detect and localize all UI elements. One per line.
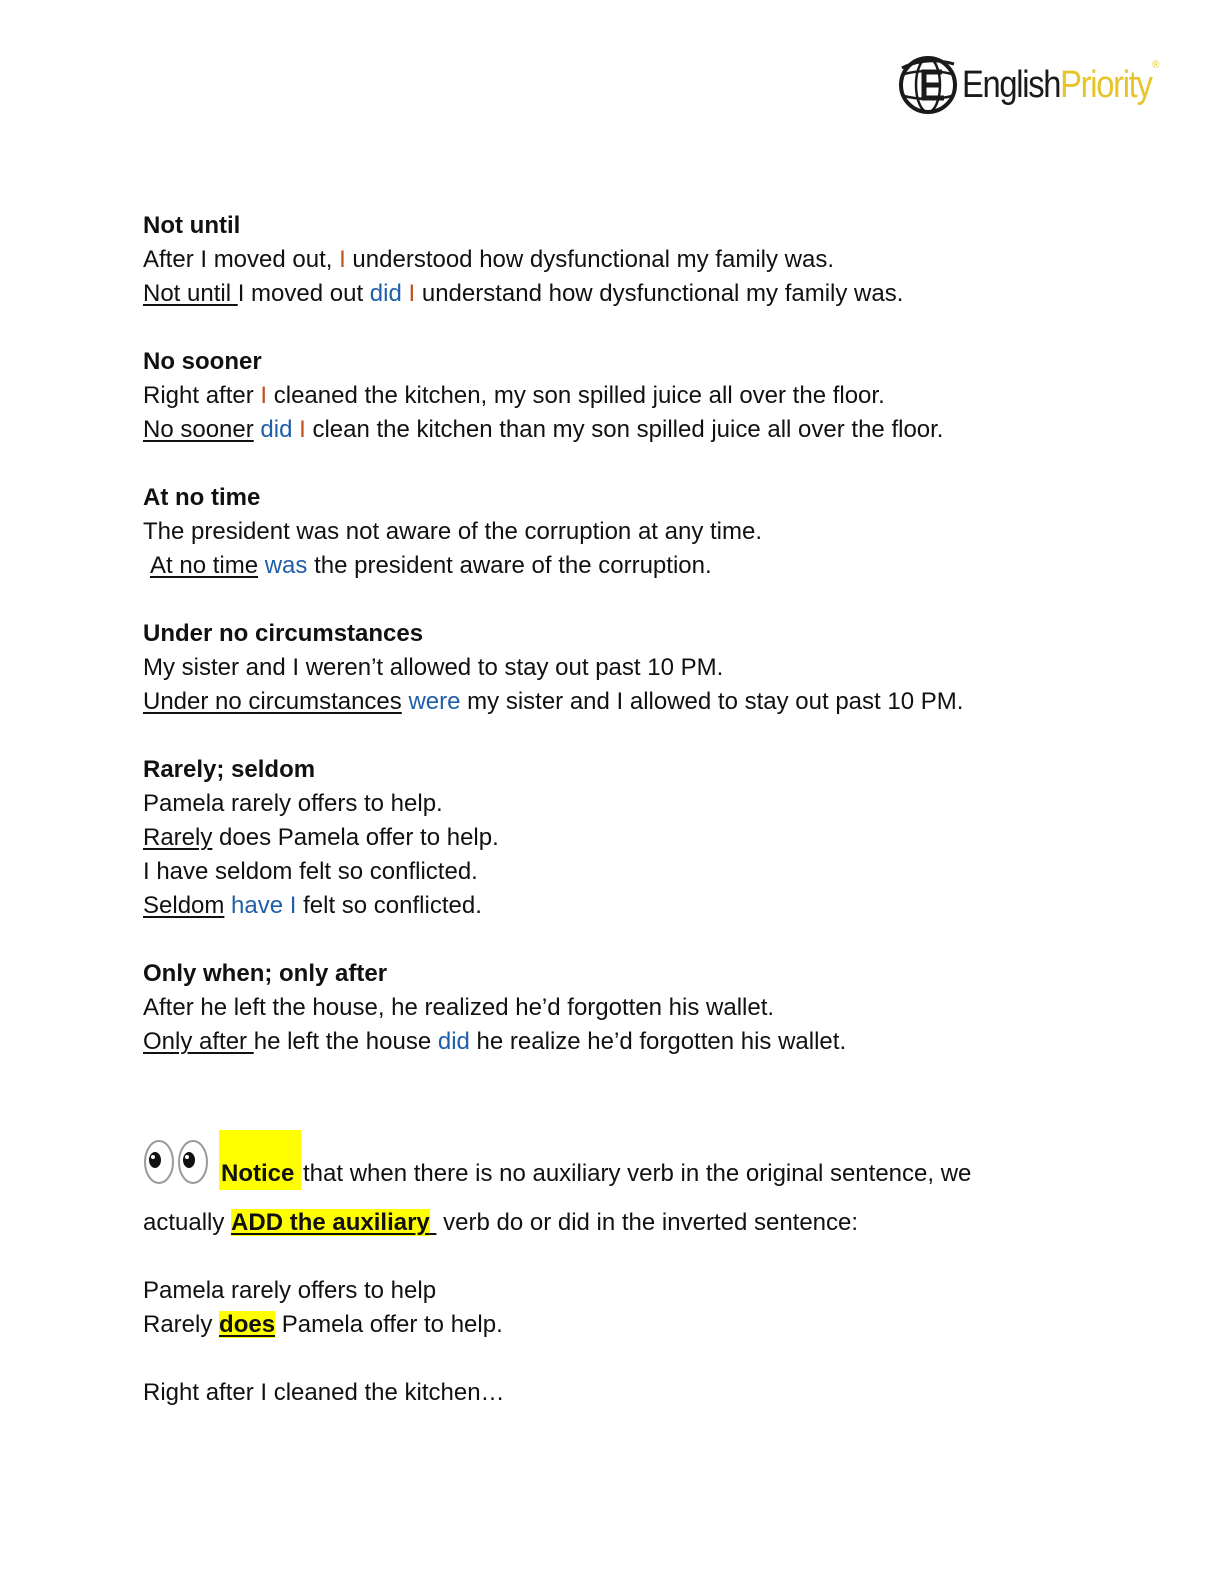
section-heading: At no time [143,484,261,511]
inversion-phrase: Not until [143,280,238,307]
logo-wordmark [962,59,1159,106]
inversion-phrase: Under no circumstances [143,688,402,715]
inversion-phrase: Seldom [143,892,225,919]
notice-line [143,1130,1103,1200]
logo-english-text: English [962,64,1061,106]
logo-priority-text: Priority [1060,64,1152,106]
auxiliary-verb: did [437,1028,470,1055]
section-heading: No sooner [143,348,262,375]
does-highlight: does [219,1311,276,1338]
inverted-sentence: Under no circumstances were my sister and I allowed to stay out past 10 PM. [143,688,964,715]
inversion-phrase: Rarely [143,824,213,851]
original-sentence: The president was not aware of the corruption at any time. [143,518,762,545]
inversion-phrase: At no time [150,552,259,579]
auxiliary-verb: was [264,552,308,579]
add-auxiliary-highlight: ADD the auxiliary [231,1209,430,1236]
inverted-sentence: Rarely does Pamela offer to help. [143,824,499,851]
auxiliary-verb: did [369,280,402,307]
section-heading: Under no circumstances [143,620,424,647]
registered-mark: ® [1152,59,1159,71]
auxiliary-verb: were [408,688,461,715]
inverted-sentence: Seldom have I felt so conflicted. [143,892,482,919]
notice-label: Notice [221,1160,295,1187]
globe-e-icon [898,54,960,116]
english-priority-logo [898,54,1190,116]
example-original: Right after I cleaned the kitchen… [143,1379,505,1406]
examples [143,1274,1103,1410]
lesson-content [143,209,1103,1059]
original-sentence: After he left the house, he realized he’d forgotten his wallet. [143,994,775,1021]
notice-line: actually ADD the auxiliary verb do or did in the inverted sentence: [143,1209,859,1236]
example-inverted: Rarely does Pamela offer to help. [143,1311,503,1338]
section-heading: Not until [143,212,241,239]
original-sentence: My sister and I weren’t allowed to stay out past 10 PM. [143,654,724,681]
inversion-phrase: No sooner [143,416,254,443]
original-sentence: Right after I cleaned the kitchen, my son spilled juice all over the floor. [143,382,885,409]
inversion-phrase: Only after [143,1028,254,1055]
notice-block [143,1130,1103,1410]
notice-highlight [219,1130,301,1190]
eyes-icon [143,1138,211,1188]
auxiliary-verb: have I [231,892,297,919]
notice-text: that when there is no auxiliary verb in the original sentence, we [303,1160,972,1187]
inverted-sentence: Not until I moved out did I understand how dysfunctional my family was. [143,280,904,307]
example-original: Pamela rarely offers to help [143,1277,437,1304]
original-sentence: Pamela rarely offers to help. [143,790,443,817]
inverted-sentence: No sooner did I clean the kitchen than my son spilled juice all over the floor. [143,416,944,443]
inverted-sentence: At no time was the president aware of the corruption. [150,552,712,579]
original-sentence: I have seldom felt so conflicted. [143,858,478,885]
section-heading: Rarely; seldom [143,756,316,783]
original-sentence: After I moved out, I understood how dysfunctional my family was. [143,246,834,273]
inverted-sentence: Only after he left the house did he realize he’d forgotten his wallet. [143,1028,847,1055]
auxiliary-verb: did [260,416,293,443]
section-heading: Only when; only after [143,960,388,987]
